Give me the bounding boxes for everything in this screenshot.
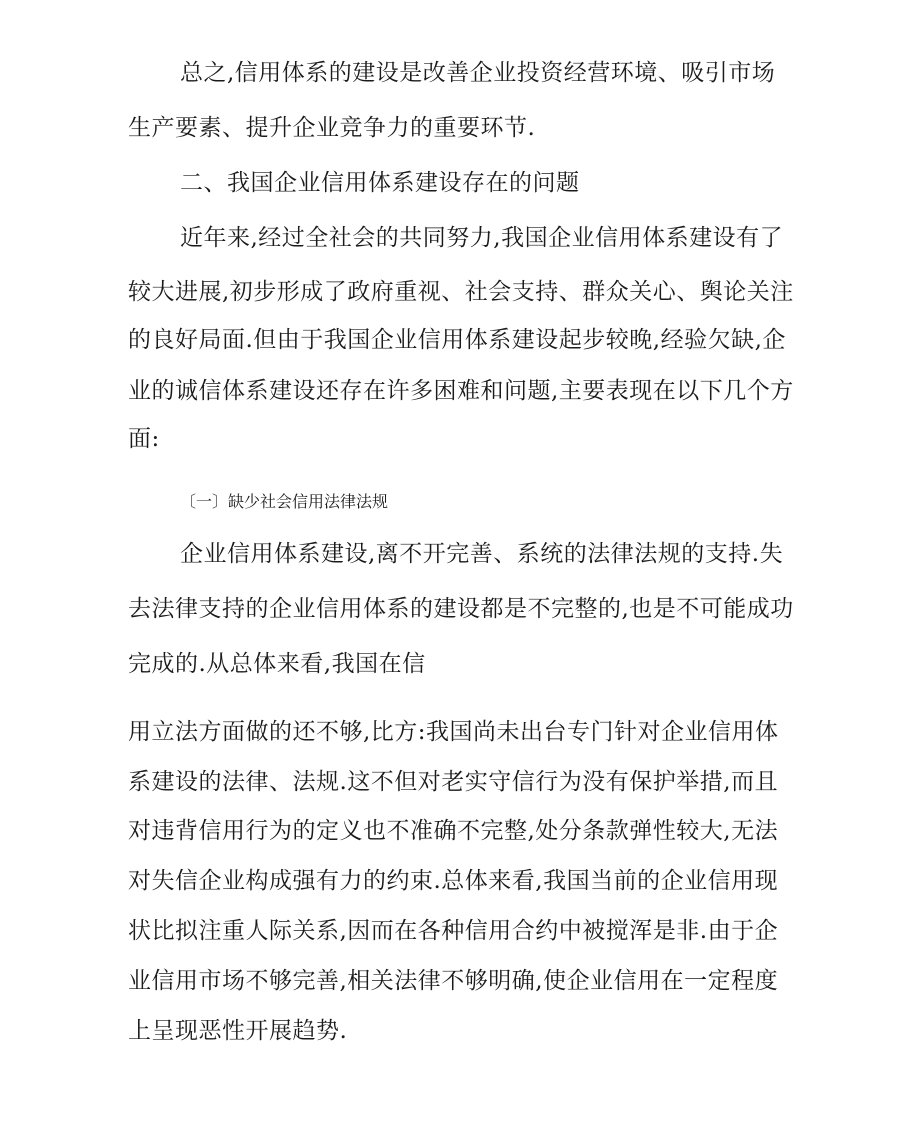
paragraph-line: 近年来,经过全社会的共同努力,我国企业信用体系建设有了 xyxy=(180,225,784,251)
paragraph-line: 生产要素、提升企业竞争力的重要环节. xyxy=(128,115,536,141)
paragraph-line: 完成的.从总体来看,我国在信 xyxy=(128,651,426,677)
section-heading: 二、我国企业信用体系建设存在的问题 xyxy=(180,170,580,196)
paragraph-line: 总之,信用体系的建设是改善企业投资经营环境、吸引市场 xyxy=(180,60,776,86)
paragraph-line: 用立法方面做的还不够,比方:我国尚未出台专门针对企业信用体 xyxy=(128,719,779,745)
paragraph-line: 上呈现恶性开展趋势. xyxy=(128,1018,348,1044)
paragraph-line: 对违背信用行为的定义也不准确不完整,处分条款弹性较大,无法 xyxy=(128,818,779,844)
paragraph-line: 对失信企业构成强有力的约束.总体来看,我国当前的企业信用现 xyxy=(128,868,779,894)
paragraph-line: 业信用市场不够完善,相关法律不够明确,使企业信用在一定程度 xyxy=(128,968,779,994)
paragraph-line: 企业信用体系建设,离不开完善、系统的法律法规的支持.失 xyxy=(180,541,784,567)
paragraph-line: 的良好局面.但由于我国企业信用体系建设起步较晚,经验欠缺,企 xyxy=(128,327,786,353)
paragraph-line: 去法律支持的企业信用体系的建设都是不完整的,也是不可能成功 xyxy=(128,596,794,622)
paragraph-line: 面: xyxy=(128,426,160,452)
paragraph-line: 业的诚信体系建设还存在许多困难和问题,主要表现在以下几个方 xyxy=(128,378,794,404)
subsection-heading: 〔一〕缺少社会信用法律法规 xyxy=(180,492,389,511)
paragraph-line: 系建设的法律、法规.这不但对老实守信行为没有保护举措,而且 xyxy=(128,769,779,795)
paragraph-line: 状比拟注重人际关系,因而在各种信用合约中被搅浑是非.由于企 xyxy=(128,918,779,944)
paragraph-line: 较大进展,初步形成了政府重视、社会支持、群众关心、舆论关注 xyxy=(128,279,794,305)
